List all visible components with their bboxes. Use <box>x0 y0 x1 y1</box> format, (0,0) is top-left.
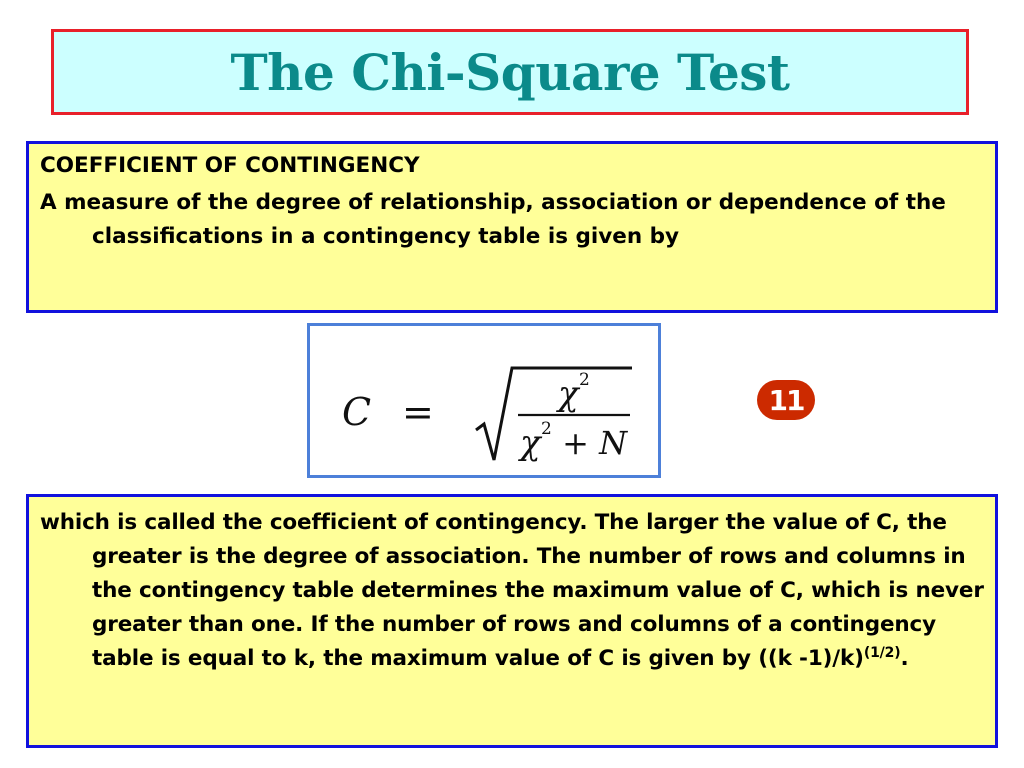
title-banner <box>51 29 969 115</box>
formula-box <box>307 323 661 478</box>
formula-graphic <box>310 326 658 475</box>
denominator-power: 2 <box>541 419 552 439</box>
numerator-power: 2 <box>579 370 590 390</box>
explanation-box <box>26 494 998 748</box>
equation-number-badge: 11 <box>757 380 815 420</box>
denominator-chi: χ <box>520 423 541 463</box>
explanation-text <box>40 506 985 676</box>
definition-text: A measure of the degree of relationship, association or dependence of the classifications in a contingency table is given by <box>40 190 946 249</box>
explanation-main: which is called the coefficient of contingency. The larger the value of C, the greater is the degree of association. The number of rows and columns in the contingency table determines the maximum value of C, which is never greater than one. If the number of rows and columns of a contingency table is equal to k, the maximum value of C is given by ((k -1)/k) <box>40 510 984 671</box>
explanation-exponent: (1/2) <box>863 645 901 661</box>
definition-box <box>26 141 998 313</box>
formula-lhs: C <box>342 390 372 434</box>
numerator-chi: χ <box>558 374 579 414</box>
definition-heading: COEFFICIENT OF CONTINGENCY <box>40 153 420 178</box>
slide-title: The Chi-Square Test <box>230 42 790 102</box>
denominator-rest: + N <box>552 424 628 462</box>
formula-equals: = <box>402 390 434 434</box>
explanation-end: . <box>900 646 909 671</box>
